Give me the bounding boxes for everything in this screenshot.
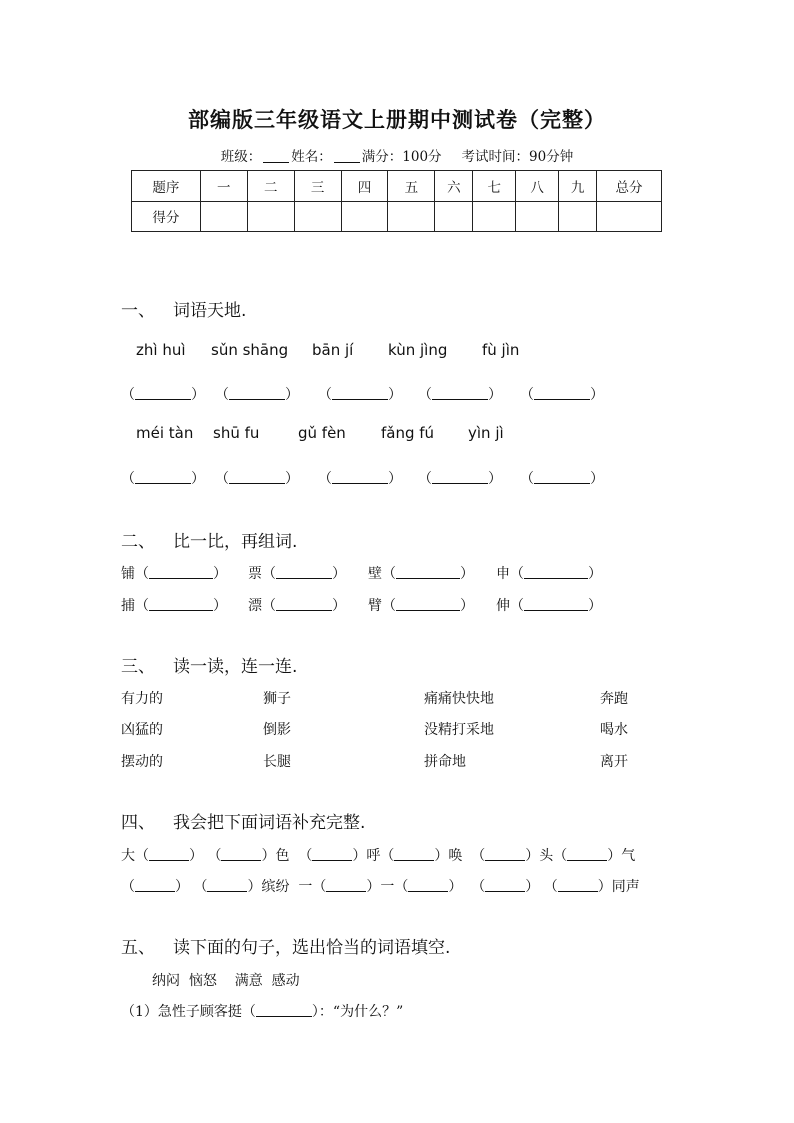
compare-char: 申 (496, 566, 510, 582)
match-left-item[interactable]: 拼命地 (424, 754, 466, 770)
time-label: 考试时间：90分钟 (461, 149, 574, 165)
match-right-item[interactable]: 长腿 (263, 754, 291, 770)
section-title: 词语天地. (173, 301, 247, 321)
score-table-header (132, 171, 662, 202)
header-cell: 八 (516, 171, 559, 202)
header-cell: 七 (473, 171, 516, 202)
section-4-heading (121, 808, 365, 833)
score-cell[interactable] (388, 201, 435, 232)
section-number: 五、 (121, 938, 155, 958)
compare-item[interactable]: 捕（ ） (121, 598, 227, 614)
compare-item[interactable]: 漂（ ） (248, 598, 346, 614)
header-cell: 总分 (597, 171, 662, 202)
question-text: （1）急性子顾客挺 (121, 1004, 242, 1020)
compare-char: 捕 (121, 598, 135, 614)
compare-char: 壁 (368, 566, 382, 582)
match-right-item[interactable]: 离开 (600, 754, 628, 770)
answer-blank[interactable]: （ ） (520, 471, 604, 487)
pinyin-item: yìn jì (468, 424, 504, 442)
word-choices: 纳闷 恼怒 满意 感动 (152, 973, 300, 989)
idiom-char: 色 (275, 848, 290, 864)
name-label: 姓名： (291, 149, 332, 165)
header-cell: 一 (200, 171, 247, 202)
score-cell[interactable] (200, 201, 247, 232)
name-blank[interactable] (334, 148, 360, 163)
pinyin-item: zhì huì (136, 341, 186, 359)
score-table-row (132, 201, 662, 232)
class-label: 班级： (220, 149, 262, 165)
score-row-label: 得分 (132, 201, 201, 232)
idiom-char: 大 (121, 848, 135, 864)
compare-item[interactable]: 伸（ ） (496, 598, 602, 614)
pinyin-item: gǔ fèn (298, 424, 346, 442)
score-cell[interactable] (559, 201, 597, 232)
header-cell: 五 (388, 171, 435, 202)
match-left-item[interactable]: 凶猛的 (121, 722, 163, 738)
idiom-char: 一 (298, 879, 313, 895)
compare-item[interactable]: 票（ ） (248, 566, 346, 582)
compare-item[interactable]: 壁（ ） (368, 566, 474, 582)
pinyin-item: kùn jìng (388, 341, 448, 359)
answer-blank[interactable]: （ ） (318, 471, 402, 487)
section-title: 读下面的句子，选出恰当的词语填空. (173, 938, 451, 958)
section-number: 二、 (121, 532, 155, 552)
section-number: 四、 (121, 813, 155, 833)
section-number: 一、 (121, 301, 155, 321)
section-3-heading (121, 652, 297, 677)
score-cell[interactable] (294, 201, 341, 232)
answer-blank[interactable]: （ ） (121, 471, 205, 487)
page-title: 部编版三年级语文上册期中测试卷（完整） (188, 108, 606, 132)
idiom-char: 一 (380, 879, 395, 895)
header-cell: 四 (341, 171, 388, 202)
answer-blank[interactable]: （ ） (318, 387, 402, 403)
pinyin-item: fù jìn (482, 341, 520, 359)
score-cell[interactable] (247, 201, 294, 232)
section-number: 三、 (121, 657, 155, 677)
answer-blank[interactable]: （ ） (121, 387, 205, 403)
compare-item[interactable]: 臂（ ） (368, 598, 474, 614)
answer-blank[interactable]: （ ） (418, 387, 502, 403)
idiom-char: 呼 (366, 848, 381, 864)
match-right-item[interactable]: 狮子 (263, 691, 291, 707)
idiom-char: 唤 (448, 848, 463, 864)
pinyin-item: fǎng fú (381, 424, 435, 442)
pinyin-item: méi tàn (136, 424, 194, 442)
idiom-char: 同声 (611, 879, 640, 895)
class-blank[interactable] (263, 148, 289, 163)
compare-char: 漂 (248, 598, 262, 614)
question-1[interactable]: （1）急性子顾客挺（ ）：“为什么？” (121, 1004, 404, 1020)
compare-char: 票 (248, 566, 262, 582)
compare-item[interactable]: 铺（ ） (121, 566, 227, 582)
idiom-char: 缤纷 (261, 879, 290, 895)
match-left-item[interactable]: 有力的 (121, 691, 163, 707)
section-1-heading (121, 296, 246, 321)
section-2-heading (121, 527, 297, 552)
answer-blank[interactable]: （ ） (215, 471, 299, 487)
idiom-row-1[interactable]: 大（ ） （ ）色 （ ）呼（ ）唤 （ ）头（ ）气 (121, 848, 636, 864)
header-cell: 二 (247, 171, 294, 202)
answer-blank[interactable]: （ ） (215, 387, 299, 403)
question-text: ：“为什么？” (318, 1004, 404, 1020)
match-right-item[interactable]: 倒影 (263, 722, 291, 738)
pinyin-item: shū fu (213, 424, 260, 442)
answer-blank[interactable]: （ ） (418, 471, 502, 487)
student-info (0, 145, 794, 165)
match-left-item[interactable]: 痛痛快快地 (424, 691, 494, 707)
match-left-item[interactable]: 摆动的 (121, 754, 163, 770)
score-label: 满分：100分 (361, 149, 442, 165)
compare-char: 铺 (121, 566, 135, 582)
header-cell: 九 (559, 171, 597, 202)
section-5-heading (121, 933, 450, 958)
header-cell: 六 (435, 171, 473, 202)
score-cell[interactable] (516, 201, 559, 232)
section-title: 比一比，再组词. (173, 532, 298, 552)
score-cell[interactable] (341, 201, 388, 232)
pinyin-item: sǔn shāng (211, 341, 289, 359)
score-cell[interactable] (597, 201, 662, 232)
idiom-char: 气 (621, 848, 636, 864)
match-right-item[interactable]: 奔跑 (600, 691, 628, 707)
answer-blank[interactable]: （ ） (520, 387, 604, 403)
score-cell[interactable] (435, 201, 473, 232)
match-right-item[interactable]: 喝水 (600, 722, 628, 738)
section-title: 我会把下面词语补充完整. (173, 813, 366, 833)
score-cell[interactable] (473, 201, 516, 232)
section-title: 读一读，连一连. (173, 657, 298, 677)
match-left-item[interactable]: 没精打采地 (424, 722, 494, 738)
score-table (131, 170, 662, 232)
idiom-row-2[interactable]: （ ） （ ）缤纷 一（ ）一（ ） （ ） （ ）同声 (121, 879, 640, 895)
header-cell: 三 (294, 171, 341, 202)
pinyin-item: bān jí (312, 341, 354, 359)
compare-item[interactable]: 申（ ） (496, 566, 602, 582)
header-cell: 题序 (132, 171, 201, 202)
idiom-char: 头 (539, 848, 554, 864)
compare-char: 伸 (496, 598, 510, 614)
compare-char: 臂 (368, 598, 382, 614)
